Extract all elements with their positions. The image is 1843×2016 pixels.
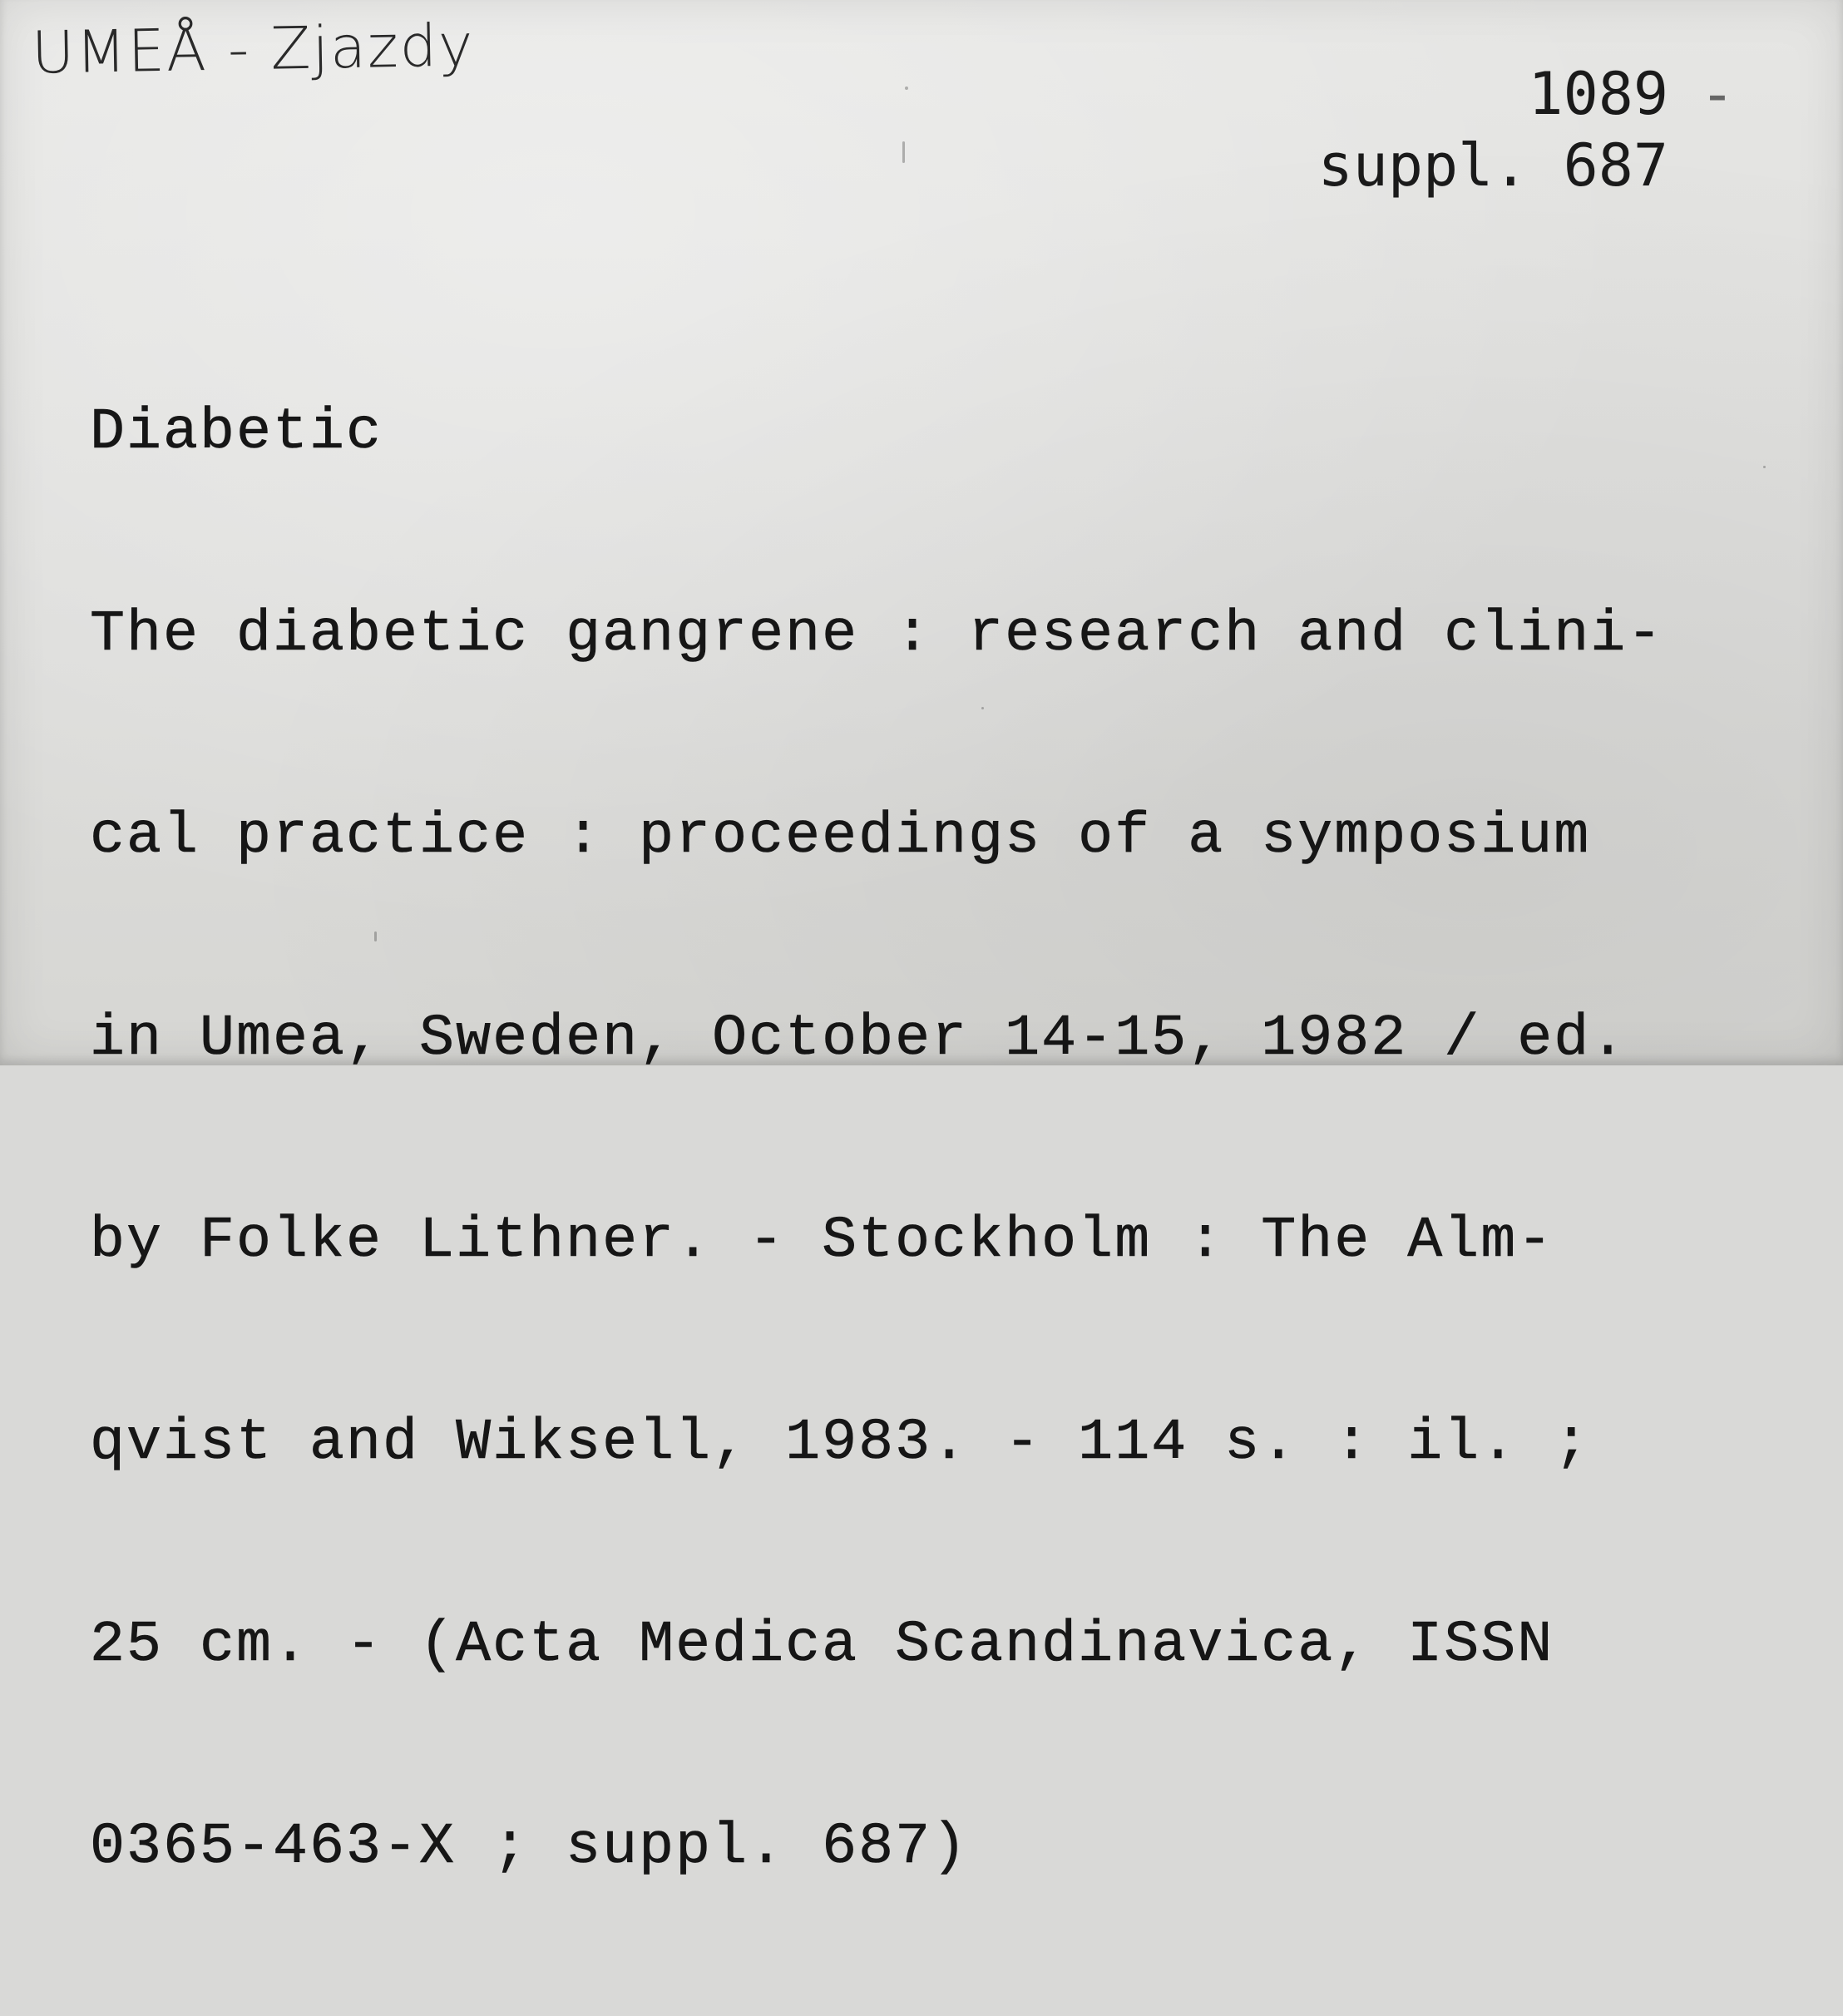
entry-line: qvist and Wiksell, 1983. - 114 s. : il. ;: [90, 1411, 1591, 1476]
entry-line: 0365-463-X ; suppl. 687): [90, 1815, 969, 1880]
handwritten-heading: UMEÅ - Zjazdy: [31, 11, 476, 87]
call-number-mark: -: [1699, 60, 1735, 128]
call-number-value: 1089: [1528, 60, 1668, 128]
call-number: [1317, 58, 1735, 201]
entry-line: in Umea, Sweden, October 14-15, 1982 / ed.: [90, 1006, 1628, 1072]
entry-line: by Folke Lithner. - Stockholm : The Alm-: [90, 1208, 1554, 1274]
paper-speck: [905, 86, 908, 90]
paper-speck: [1763, 466, 1766, 468]
bibliographic-entry: [90, 264, 1663, 2016]
paper-speck: [902, 141, 905, 163]
entry-line: 25 cm. - (Acta Medica Scandinavica, ISSN: [90, 1613, 1554, 1678]
supplement-number: suppl. 687: [1317, 131, 1668, 200]
entry-heading: Diabetic: [90, 400, 383, 466]
entry-line: cal practice : proceedings of a symposium: [90, 804, 1591, 870]
entry-line: The diabetic gangrene : research and clini-: [90, 602, 1664, 668]
